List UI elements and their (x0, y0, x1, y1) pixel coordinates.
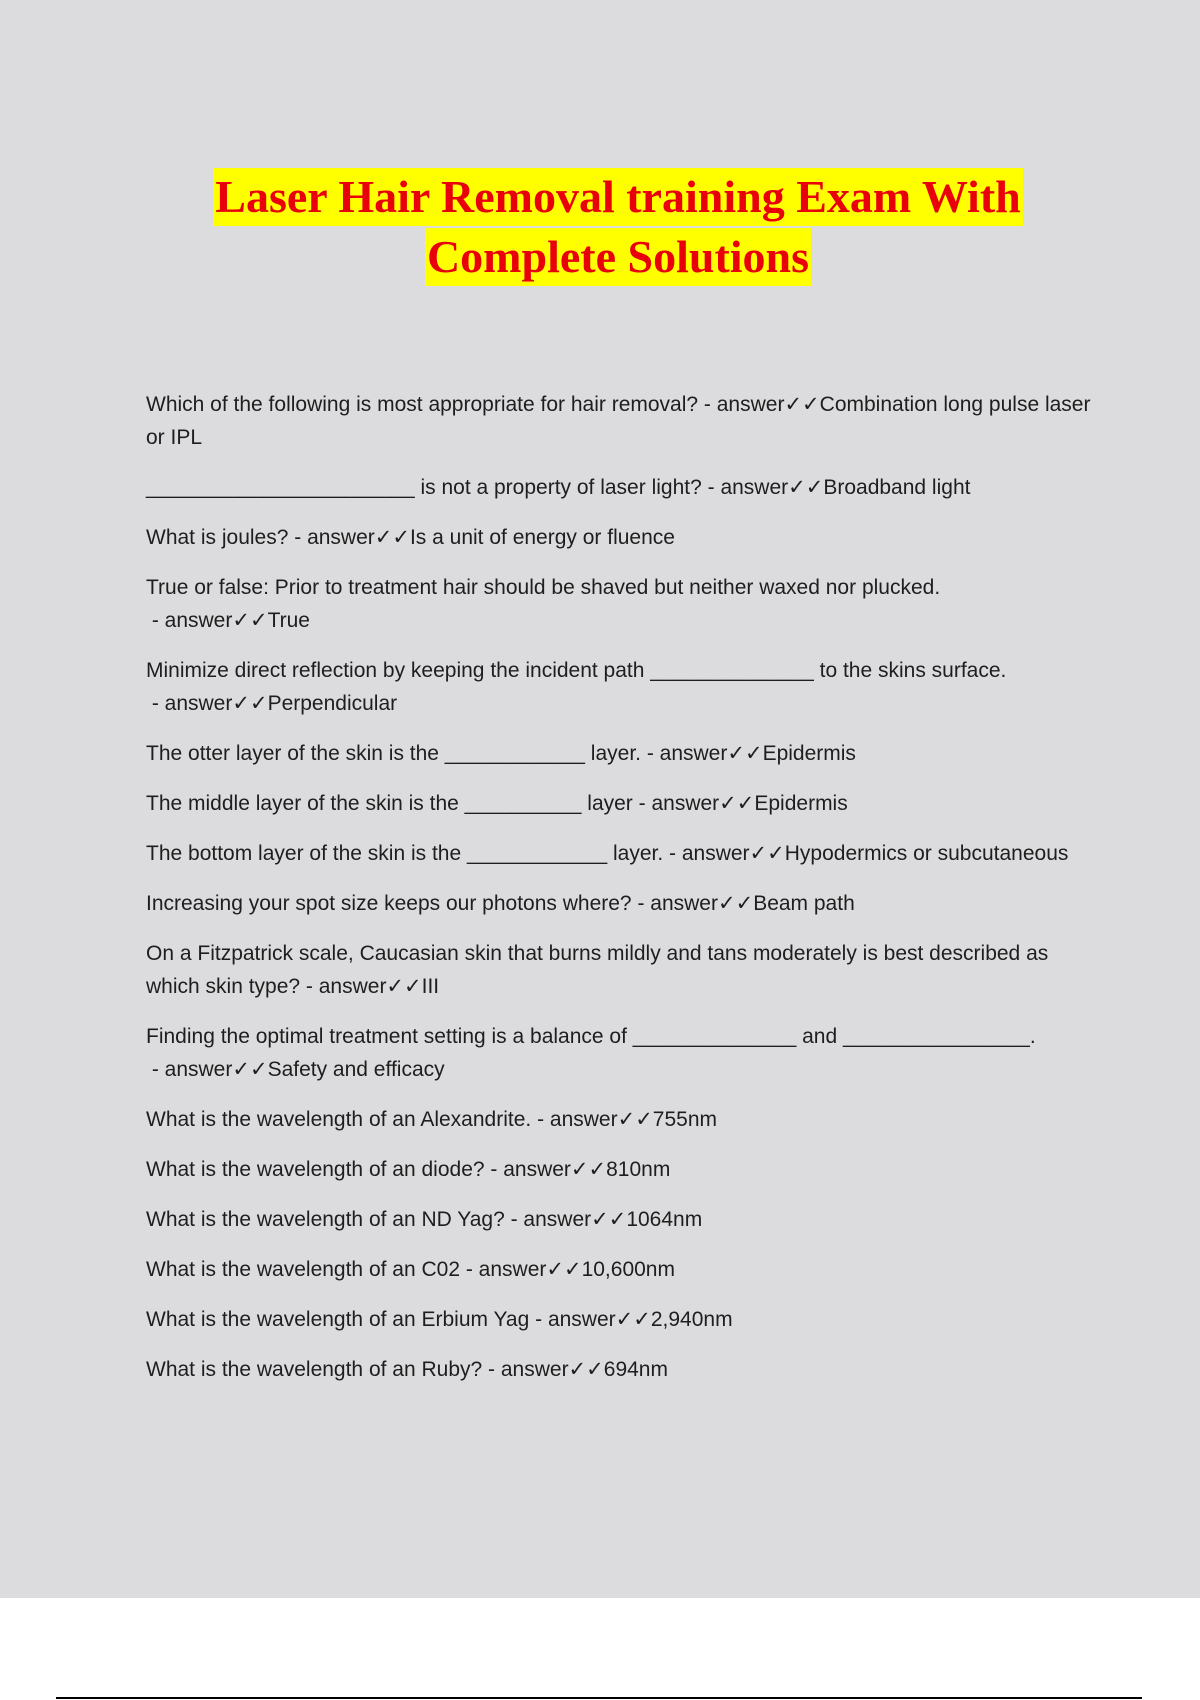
question-text: Minimize direct reflection by keeping the incident path ______________ to the skins surface. (146, 659, 1007, 682)
answer-marker: - answer✓✓ (701, 476, 824, 499)
answer-text: Is a unit of energy or fluence (409, 526, 675, 549)
answer-marker: - answer✓✓ (146, 692, 268, 715)
question-text: What is the wavelength of an C02 (146, 1258, 461, 1281)
qa-item (146, 737, 1096, 770)
qa-item (146, 1253, 1096, 1286)
answer-marker: - answer✓✓ (288, 526, 410, 549)
answer-marker: - answer✓✓ (146, 1058, 268, 1081)
answer-marker: - answer✓✓ (529, 1308, 651, 1331)
answer-marker: - answer✓✓ (146, 609, 268, 632)
qa-item (146, 654, 1096, 720)
answer-text: 10,600nm (581, 1258, 675, 1281)
question-text: On a Fitzpatrick scale, Caucasian skin that burns mildly and tans moderately is best described as which skin type? (146, 942, 1049, 998)
question-text: What is the wavelength of an Alexandrite. (146, 1108, 532, 1131)
qa-item (146, 1020, 1096, 1086)
qa-item (146, 1153, 1096, 1186)
qa-item (146, 1303, 1096, 1336)
answer-marker: - answer✓✓ (631, 892, 754, 915)
answer-marker: - answer✓✓ (504, 1208, 627, 1231)
answer-marker: - answer✓✓ (460, 1258, 582, 1281)
answer-marker: - answer✓✓ (641, 742, 763, 765)
question-text: What is joules? (146, 526, 289, 549)
qa-item (146, 837, 1096, 870)
qa-item (146, 1353, 1096, 1386)
answer-text: 755nm (652, 1108, 718, 1131)
question-text: The otter layer of the skin is the ____________ layer. (146, 742, 641, 765)
answer-text: 1064nm (626, 1208, 703, 1231)
question-text: Which of the following is most appropriate for hair removal? (146, 393, 699, 416)
answer-text: Perpendicular (267, 692, 398, 715)
question-text: Finding the optimal treatment setting is a balance of ______________ and ________________. (146, 1025, 1036, 1048)
answer-marker: - answer✓✓ (484, 1158, 607, 1181)
question-text: The bottom layer of the skin is the ____________ layer. (146, 842, 664, 865)
answer-text: Epidermis (762, 742, 856, 765)
answer-marker: - answer✓✓ (531, 1108, 653, 1131)
answer-text: Beam path (753, 892, 855, 915)
qa-item (146, 1203, 1096, 1236)
qa-item (146, 887, 1096, 920)
title-line-2: Complete Solutions (425, 228, 811, 286)
question-text: Increasing your spot size keeps our photons where? (146, 892, 632, 915)
question-text: What is the wavelength of an Ruby? (146, 1358, 483, 1381)
qa-item (146, 388, 1096, 454)
question-text: True or false: Prior to treatment hair should be shaved but neither waxed nor plucked. (146, 576, 941, 599)
qa-item (146, 471, 1096, 504)
title-line-1: Laser Hair Removal training Exam With (213, 168, 1022, 226)
question-text: What is the wavelength of an ND Yag? (146, 1208, 505, 1231)
qa-item (146, 787, 1096, 820)
answer-marker: - answer✓✓ (632, 792, 755, 815)
answer-text: Epidermis (754, 792, 848, 815)
answer-text: III (421, 975, 440, 998)
qa-item (146, 571, 1096, 637)
answer-text: Combination long pulse laser or IPL (146, 393, 1091, 449)
qa-item (146, 937, 1096, 1003)
question-text: The middle layer of the skin is the __________ layer (146, 792, 633, 815)
qa-item (146, 1103, 1096, 1136)
answer-text: Hypodermics or subcutaneous (784, 842, 1069, 865)
answer-marker: - answer✓✓ (482, 1358, 604, 1381)
question-text: What is the wavelength of an Erbium Yag (146, 1308, 530, 1331)
answer-text: Safety and efficacy (267, 1058, 445, 1081)
qa-item (146, 521, 1096, 554)
question-text: _______________________ is not a property of laser light? (146, 476, 702, 499)
question-text: What is the wavelength of an diode? (146, 1158, 485, 1181)
answer-text: 2,940nm (650, 1308, 733, 1331)
answer-marker: - answer✓✓ (300, 975, 422, 998)
answer-text: 694nm (603, 1358, 668, 1381)
answer-text: True (267, 609, 310, 632)
question-answer-list (146, 388, 1096, 1403)
answer-marker: - answer✓✓ (698, 393, 820, 416)
answer-text: Broadband light (823, 476, 971, 499)
document-title (0, 168, 1200, 288)
footer-divider (56, 1697, 1142, 1699)
answer-text: 810nm (606, 1158, 671, 1181)
answer-marker: - answer✓✓ (663, 842, 785, 865)
